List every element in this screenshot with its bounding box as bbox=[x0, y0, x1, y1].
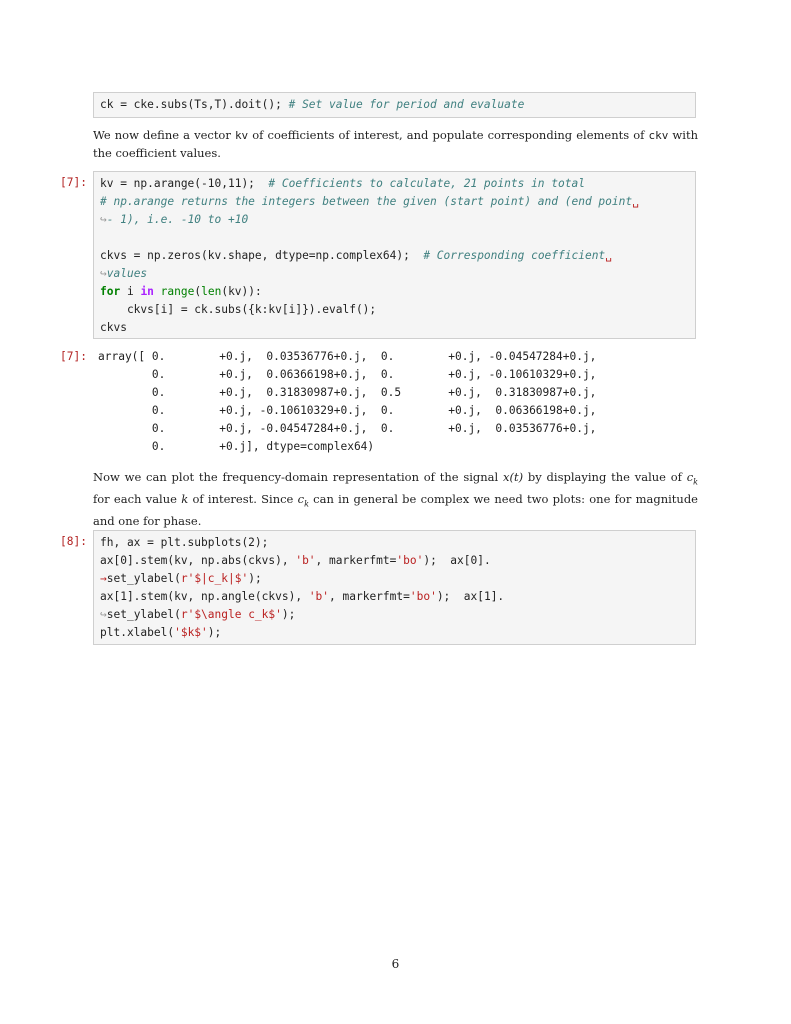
page-number: 6 bbox=[391, 957, 400, 971]
code-cell-8[interactable] bbox=[93, 530, 696, 645]
output-line: array([ 0. +0.j, 0.03536776+0.j, 0. +0.j, -0.04547284+0.j, bbox=[98, 350, 597, 363]
code-line: ckvs = np.zeros(kv.shape, dtype=np.complex64); # Corresponding coefficient␣ bbox=[100, 249, 612, 262]
paragraph-define-vector: We now define a vector kv of coefficients of interest, and populate corresponding elements of ckv with the coefficient values. bbox=[93, 128, 698, 160]
output-line: 0. +0.j, -0.04547284+0.j, 0. +0.j, 0.03536776+0.j, bbox=[98, 422, 597, 435]
code-line: ↪values bbox=[100, 267, 148, 280]
input-prompt: [8]: bbox=[60, 535, 87, 548]
code-line: fh, ax = plt.subplots(2); bbox=[100, 536, 269, 549]
output-prompt: [7]: bbox=[60, 350, 87, 363]
code-line: ckvs bbox=[100, 321, 127, 334]
code-comment: # Set value for period and evaluate bbox=[288, 98, 525, 111]
code-line: kv = np.arange(-10,11); # Coefficients to calculate, 21 points in total bbox=[100, 177, 585, 190]
code-line: ckvs[i] = ck.subs({k:kv[i]}).evalf(); bbox=[100, 303, 377, 316]
output-line: 0. +0.j], dtype=complex64) bbox=[98, 440, 375, 453]
code-cell-7[interactable] bbox=[93, 171, 696, 339]
code-line: # np.arange returns the integers between the given (start point) and (end point␣ bbox=[100, 195, 639, 208]
code-line bbox=[100, 98, 524, 112]
code-line: ax[0].stem(kv, np.abs(ckvs), 'b', markerfmt='bo'); ax[0]. bbox=[100, 554, 491, 567]
code-line: for i in range(len(kv)): bbox=[100, 285, 262, 298]
paragraph-plot-description: Now we can plot the frequency-domain representation of the signal x(t) by displaying the value of $c_k$ for each value k of interest. Since $c_k$ can in general be complex we need two plots: one for magnitude and one for phase. bbox=[93, 470, 699, 528]
output-line: 0. +0.j, -0.10610329+0.j, 0. +0.j, 0.06366198+0.j, bbox=[98, 404, 597, 417]
input-prompt: [7]: bbox=[60, 176, 87, 189]
code-line: ↪- 1), i.e. -10 to +10 bbox=[100, 213, 249, 226]
code-cell-top[interactable] bbox=[93, 92, 696, 118]
inline-code: kv bbox=[234, 129, 249, 142]
code-text: ck = cke.subs(Ts,T).doit(); bbox=[100, 98, 289, 111]
code-line: →set_ylabel(r'$|c_k|$'); bbox=[100, 572, 262, 585]
inline-code: ckv bbox=[648, 129, 669, 142]
output-line: 0. +0.j, 0.06366198+0.j, 0. +0.j, -0.10610329+0.j, bbox=[98, 368, 597, 381]
output-line: 0. +0.j, 0.31830987+0.j, 0.5 +0.j, 0.31830987+0.j, bbox=[98, 386, 597, 399]
code-line: ↪set_ylabel(r'$\angle c_k$'); bbox=[100, 608, 296, 621]
code-line: ax[1].stem(kv, np.angle(ckvs), 'b', markerfmt='bo'); ax[1]. bbox=[100, 590, 505, 603]
code-line: plt.xlabel('$k$'); bbox=[100, 626, 222, 639]
